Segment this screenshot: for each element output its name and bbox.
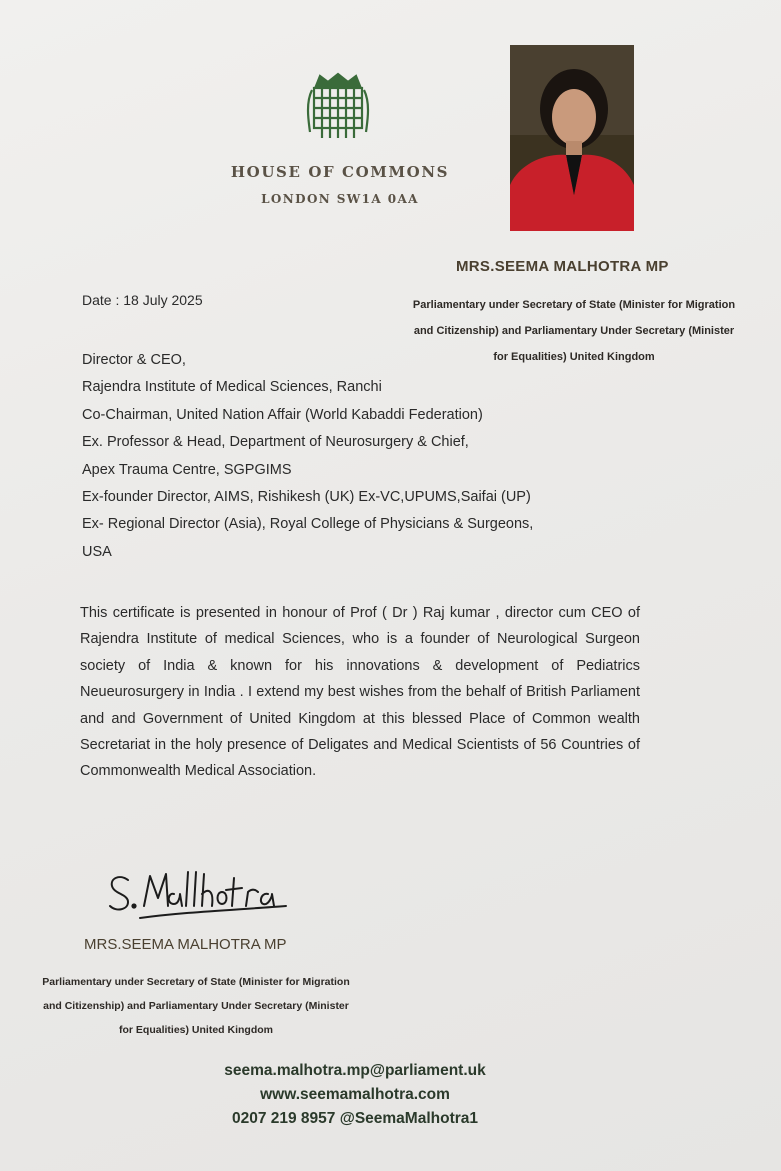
mp-name-header: MRS.SEEMA MALHOTRA MP	[456, 258, 669, 275]
contact-email[interactable]: seema.malhotra.mp@parliament.uk	[224, 1062, 486, 1079]
recipient-line: USA	[82, 543, 112, 560]
portrait-photo	[510, 45, 634, 231]
contact-website[interactable]: www.seemamalhotra.com	[260, 1086, 450, 1103]
institution-name: HOUSE OF COMMONS	[230, 163, 450, 181]
recipient-line: Ex- Regional Director (Asia), Royal College of Physicians & Surgeons,	[82, 516, 534, 533]
contact-phone-social: 0207 219 8957 @SeemaMalhotra1	[231, 1110, 479, 1127]
recipient-line: Ex. Professor & Head, Department of Neurosurgery & Chief,	[82, 434, 469, 451]
contact-block	[180, 1059, 530, 1131]
portcullis-crest-icon	[306, 72, 370, 146]
recipient-line: Ex-founder Director, AIMS, Rishikesh (UK) Ex-VC,UPUMS,Saifai (UP)	[82, 489, 531, 506]
institution-address: LONDON SW1A 0AA	[261, 192, 419, 206]
mp-title-line: Parliamentary under Secretary of State (Minister for Migration	[42, 976, 350, 988]
certificate-body: This certificate is presented in honour of Prof ( Dr ) Raj kumar , director cum CEO of Rajendra Institute of medical Sciences, who is a founder of Neurological Surgeon society of India & known for his innovations & development of Pediatrics Neueurosurgery in India . I extend my best wishes from the behalf of British Parliament and and Government of United Kingdom at this blessed Place of Common wealth Secretariat in the holy presence of Deligates and Medical Scientists of 56 Countries of Commonwealth Medical Association.	[80, 605, 640, 780]
letter-date: Date : 18 July 2025	[82, 292, 203, 308]
handwritten-signature	[104, 862, 294, 932]
mp-title-line: and Citizenship) and Parliamentary Under Secretary (Minister	[413, 325, 735, 337]
mp-title-line: Parliamentary under Secretary of State (Minister for Migration	[412, 299, 736, 311]
recipient-line: Rajendra Institute of Medical Sciences, Ranchi	[82, 379, 382, 396]
recipient-line: Apex Trauma Centre, SGPGIMS	[82, 461, 292, 478]
recipient-line: Co-Chairman, United Nation Affair (World Kabaddi Federation)	[82, 406, 483, 423]
mp-title-signature	[6, 970, 386, 1042]
mp-title-line: and Citizenship) and Parliamentary Under Secretary (Minister	[43, 1000, 349, 1012]
recipient-block	[82, 347, 642, 566]
mp-title-line: for Equalities) United Kingdom	[493, 351, 655, 363]
mp-name-signature: MRS.SEEMA MALHOTRA MP	[84, 936, 287, 953]
recipient-line: Director & CEO,	[82, 352, 186, 368]
mp-title-line: for Equalities) United Kingdom	[119, 1024, 273, 1036]
